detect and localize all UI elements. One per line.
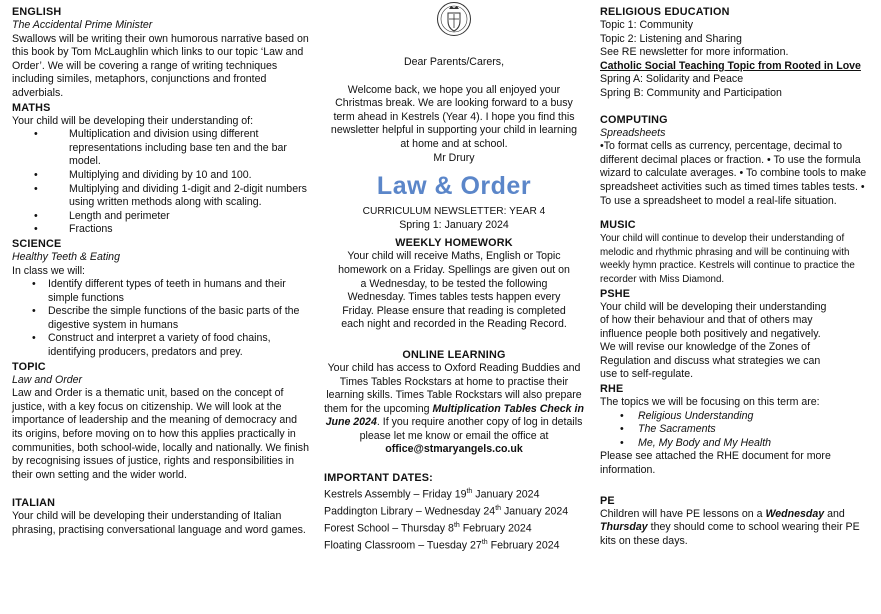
term-line: Spring 1: January 2024 — [399, 218, 509, 231]
list-item: • Multiplying and dividing by 10 and 100. — [12, 169, 310, 183]
english-subtitle: The Accidental Prime Minister — [12, 19, 153, 31]
list-item: Forest School – Thursday 8th February 2024 — [324, 522, 532, 535]
list-item: • The Sacraments — [600, 423, 872, 437]
science-subtitle: Healthy Teeth & Eating — [12, 250, 120, 263]
list-item: • Length and perimeter — [12, 210, 310, 224]
re-line: Topic 1: Community — [600, 19, 694, 31]
rhe-list — [600, 410, 872, 451]
music-text: Your child will continue to develop their understanding of melodic and rhythmic phrasing and will be continuing with weekly hymn practice. Kestrels will continue to practice the recorder with Miss Diamond. — [600, 233, 855, 285]
music-heading: MUSIC — [600, 219, 636, 232]
list-item: • Describe the simple functions of the basic parts of the digestive system in humans — [12, 305, 310, 332]
letter-body: Welcome back, we hope you all enjoyed your Christmas break. We are looking forward to a busy term ahead in Kestrels (Year 4). I hope you find this newsletter helpful in supporting your child in learning at home and at school. — [330, 83, 578, 150]
homework-text: Your child will receive Maths, English or Topic homework on a Friday. Spellings are given out on a Wednesday, to be tested the following Wednesday. Times tables tests happen every Friday. Please ensure that reading is completed each night and recorded in the Reading Record. — [338, 250, 570, 331]
list-item: • Identify different types of teeth in humans and their simple functions — [12, 278, 310, 305]
important-dates — [318, 471, 590, 554]
english-heading: ENGLISH — [12, 6, 62, 18]
pe-heading: PE — [600, 494, 615, 507]
computing-subtitle: Spreadsheets — [600, 126, 666, 139]
maths-intro: Your child will be developing their understanding of: — [12, 114, 254, 127]
topic-subtitle: Law and Order — [12, 373, 83, 386]
online-text: Your child has access to Oxford Reading Buddies and Times Tables Rockstars at home to practise their learning skills. Times Table Rockstars will also prepare them for the upcoming Multiplication Tables Check in June 2024. If you require another copy of log in details please let me know or email the office at office@stmaryangels.co.uk — [324, 361, 584, 456]
re-line: See RE newsletter for more information. — [600, 46, 789, 59]
school-crest-icon — [436, 0, 472, 38]
rhe-heading: RHE — [600, 383, 624, 396]
list-item: • Religious Understanding — [600, 410, 872, 424]
pshe-text: Your child will be developing their understanding of how their behaviour and that of others may influence people both positively and negatively. — [600, 300, 827, 340]
maths-heading: MATHS — [12, 101, 51, 114]
newsletter-title: Law & Order — [376, 172, 532, 201]
list-item: • Construct and interpret a variety of food chains, identifying producers, predators and prey. — [12, 332, 310, 359]
right-column — [600, 0, 872, 548]
dates-heading: IMPORTANT DATES: — [324, 472, 433, 485]
computing-text: •To format cells as currency, percentage, decimal to different decimal places or fraction. • To use the formula wizard to calculate averages. • To combine tools to make spreadsheet activities such as timed times tables tests. • To use a spreadsheet to model a real-life situation. — [600, 140, 867, 207]
computing-heading: COMPUTING — [600, 113, 668, 126]
pe-text: Children will have PE lessons on a Wednesday and Thursday they should come to school wearing their PE kits on these days. — [600, 507, 860, 547]
pshe-heading: PSHE — [600, 287, 631, 300]
newsletter-line: CURRICULUM NEWSLETTER: YEAR 4 — [362, 206, 546, 218]
re-line: Topic 2: Listening and Sharing — [600, 32, 742, 45]
topic-heading: TOPIC — [12, 360, 46, 373]
pshe-text: We will revise our knowledge of the Zones of Regulation and discuss what strategies we can use to self-regulate. — [600, 341, 821, 381]
list-item: Floating Classroom – Tuesday 27th February 2024 — [324, 539, 560, 552]
list-item: • Me, My Body and My Health — [600, 437, 872, 451]
maths-list — [12, 128, 310, 237]
italian-text: Your child will be developing their understanding of Italian phrasing, practising conversational language and word games. — [12, 510, 306, 536]
rhe-outro: Please see attached the RHE document for more information. — [600, 450, 831, 477]
science-heading: SCIENCE — [12, 237, 62, 250]
middle-column — [318, 0, 590, 554]
list-item: Paddington Library – Wednesday 24th January 2024 — [324, 505, 569, 518]
re-heading: RELIGIOUS EDUCATION — [600, 6, 730, 18]
science-list — [12, 278, 310, 360]
re-spring: Spring A: Solidarity and Peace — [600, 73, 744, 86]
list-item: Kestrels Assembly – Friday 19th January 2024 — [324, 488, 540, 501]
topic-text: Law and Order is a thematic unit, based on the concept of justice, with a key focus on citizenship. We will look at the importance of leadership and the meaning of democracy and its origins, before moving on to how this applies practically in communities, both school-wide, locally and nationally. We finish by recognising issues of justice, rights and responsibilities in their own setting and the wider world. — [12, 387, 309, 481]
homework-heading: WEEKLY HOMEWORK — [395, 237, 513, 250]
list-item: • Fractions — [12, 223, 310, 237]
list-item: • Multiplying and dividing 1-digit and 2-digit numbers using written methods along with scaling. — [12, 183, 310, 210]
re-spring: Spring B: Community and Participation — [600, 86, 782, 99]
list-item: • Multiplication and division using different representations including base ten and the bar model. — [12, 128, 310, 169]
online-heading: ONLINE LEARNING — [402, 348, 506, 361]
left-column — [12, 0, 310, 538]
italian-heading: ITALIAN — [12, 497, 56, 510]
rhe-intro: The topics we will be focusing on this term are: — [600, 396, 820, 409]
english-text: Swallows will be writing their own humorous narrative based on this book by Tom McLaughlin which links to our topic ‘Law and Order’. We will be covering a range of writing techniques including similes, metaphors, conjunctions and fronted adverbials. — [12, 32, 309, 99]
letter-greeting: Dear Parents/Carers, — [403, 56, 505, 68]
science-intro: In class we will: — [12, 264, 85, 277]
letter-signoff: Mr Drury — [433, 151, 475, 164]
cst-heading: Catholic Social Teaching Topic from Rooted in Love — [600, 59, 861, 72]
email-link[interactable]: office@stmaryangels.co.uk — [385, 443, 523, 456]
